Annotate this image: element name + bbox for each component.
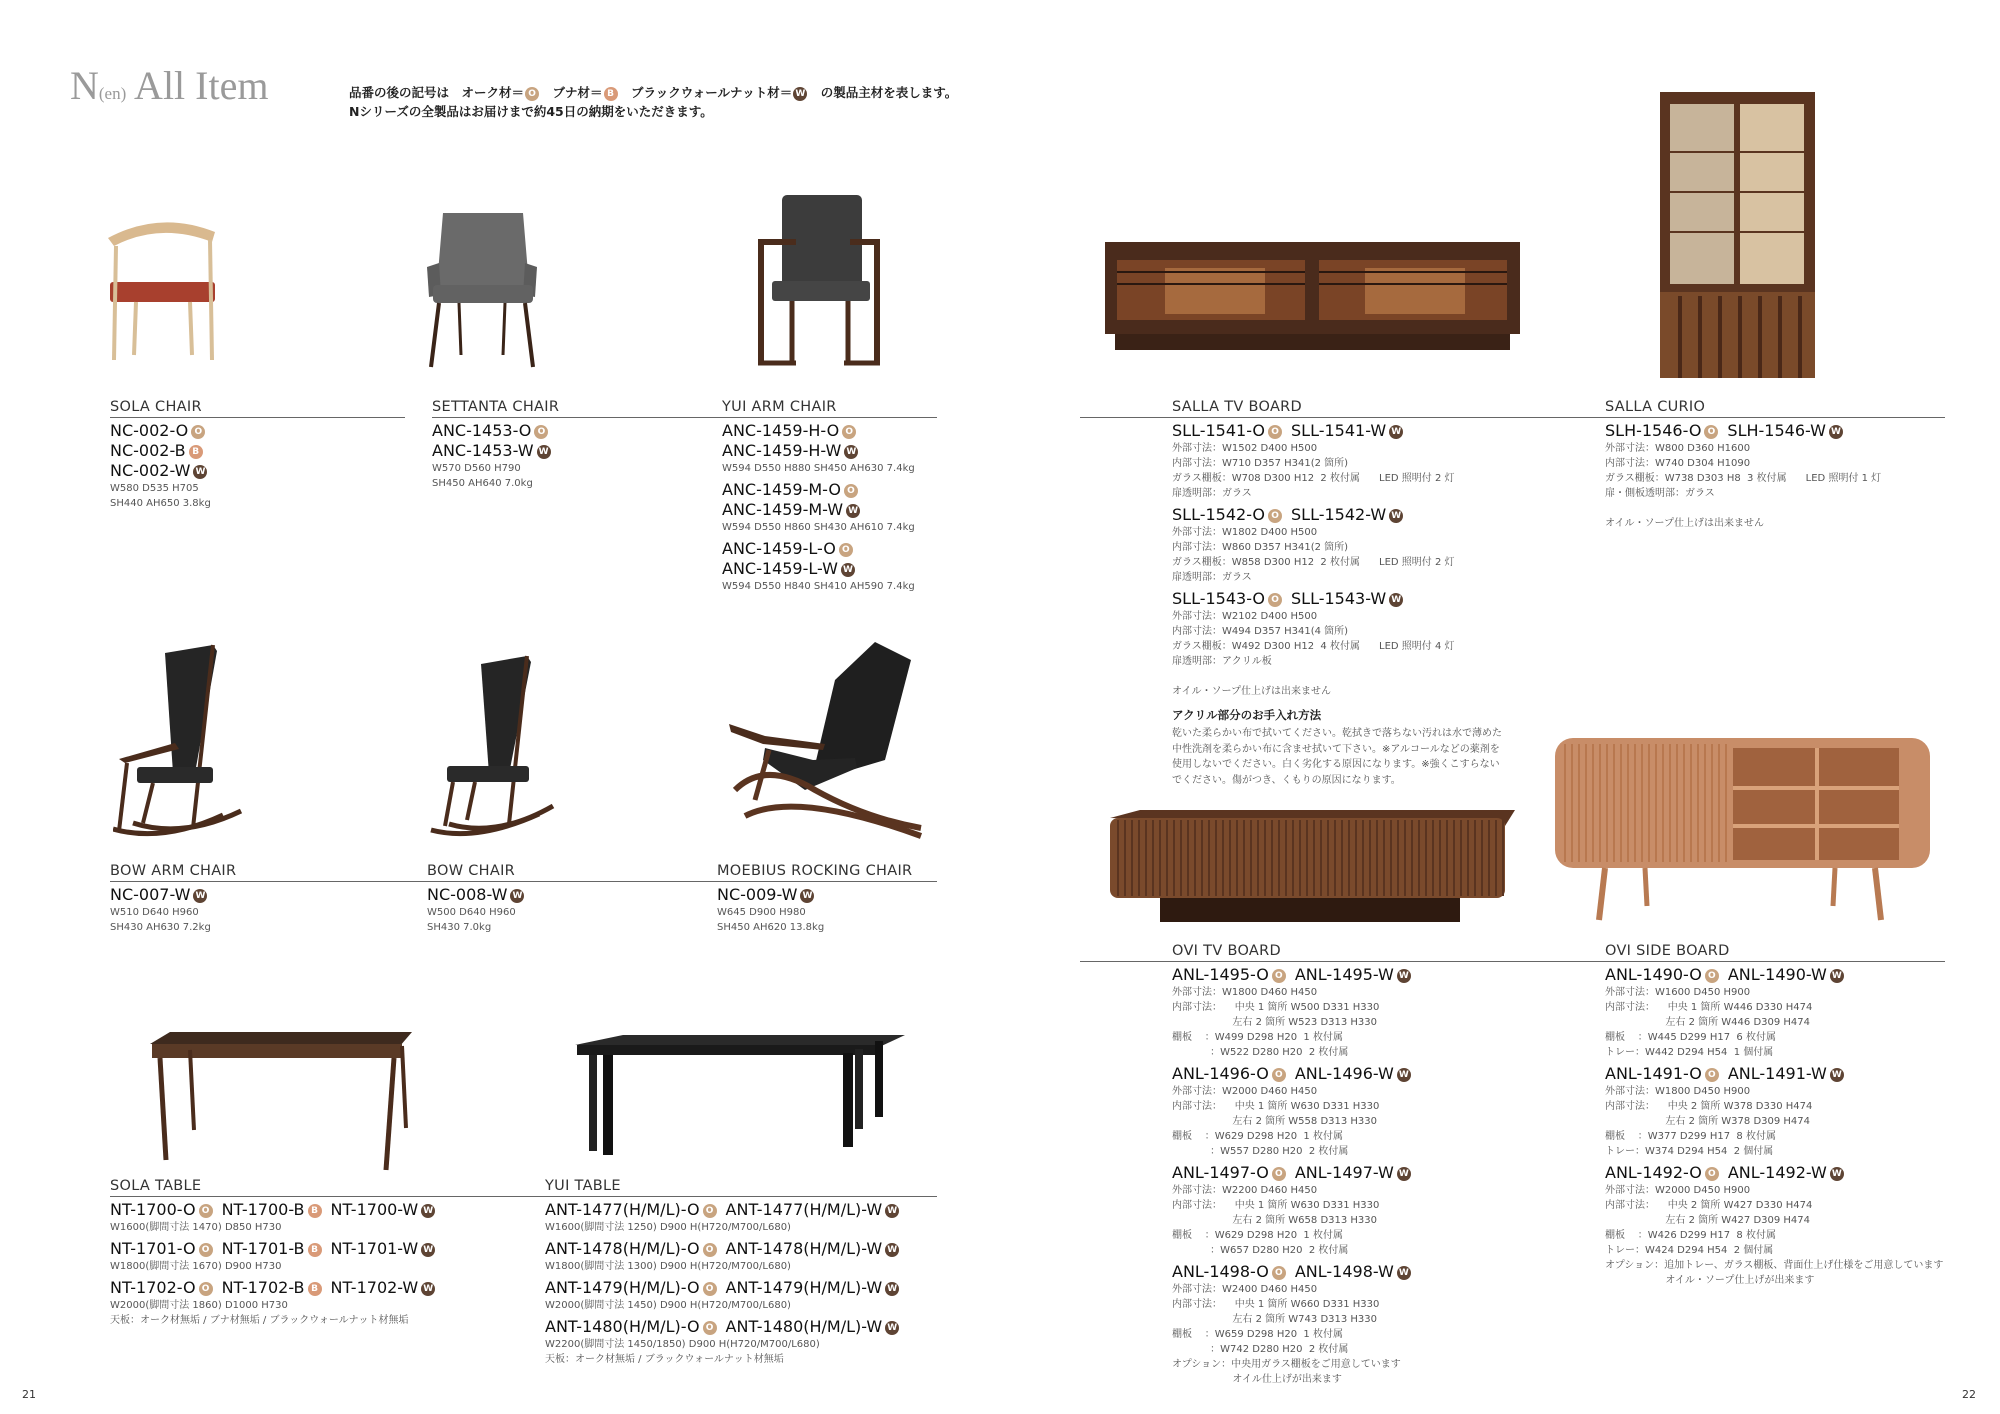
product-spec: W500 D640 H960 SH430 7.0kg <box>427 907 516 933</box>
product-code-line <box>722 500 937 520</box>
product-code: ANC-1453-W <box>432 441 534 460</box>
product-code: NC-002-O <box>110 421 189 440</box>
product-spec: 外部寸法：W1802 D400 H500 内部寸法：W860 D357 H341(2 箇所) ガラス棚板：W858 D300 H12 2 枚付属 LED 照明付 2 灯 扉透明部：ガラス <box>1172 527 1455 583</box>
product-code-line <box>110 885 427 905</box>
material-badge-icon: O <box>703 1243 717 1257</box>
product-code-line <box>717 885 937 905</box>
product-code: NT-1701-B <box>221 1239 305 1258</box>
product-spec: W570 D560 H790 SH450 AH640 7.0kg <box>432 463 533 489</box>
product-code-line <box>110 441 405 461</box>
product-code-line <box>1172 1262 1605 1282</box>
product-code: ANT-1479(H/M/L)-O <box>545 1278 700 1297</box>
product-code: ANL-1497-W <box>1294 1163 1394 1182</box>
product-code: SLL-1543-O <box>1172 589 1266 608</box>
page-number-right: 22 <box>1962 1388 1976 1401</box>
material-badge-icon: B <box>308 1204 322 1218</box>
product-code-line <box>110 421 405 441</box>
oak-badge-icon: O <box>525 87 539 101</box>
product-name: OVI SIDE BOARD <box>1605 943 1730 959</box>
material-badge-icon: O <box>534 425 548 439</box>
sola-chair-photo <box>100 210 230 365</box>
material-badge-icon: W <box>885 1282 899 1296</box>
product-spec: W2000(脚間寸法 1860) D1000 H730 天板：オーク材無垢 / ブナ材無垢 / ブラックウォールナット材無垢 <box>110 1300 409 1326</box>
product-code: SLL-1542-W <box>1291 505 1387 524</box>
product-divider <box>432 417 722 418</box>
product-code: ANT-1480(H/M/L)-W <box>725 1317 883 1336</box>
product-code-line <box>545 1317 937 1337</box>
product-sola-chair <box>110 399 405 511</box>
page-title: N(en) All Item <box>70 63 269 108</box>
product-spec: 外部寸法：W2000 D450 H900 内部寸法： 中央 2 箇所 W427 D330 H474 左右 2 箇所 W427 D309 H474 棚板 ：W426 D299 H17 8 枚付属 トレー：W424 D294 H54 2 個付属 オプション：追加トレー、ガラス棚板、背面仕上げ仕様をご用意しています オイル・ソープ仕上げが出来ます <box>1605 1185 1944 1286</box>
product-code: ANT-1478(H/M/L)-W <box>725 1239 883 1258</box>
product-code-line <box>545 1239 937 1259</box>
product-spec: W594 D550 H840 SH410 AH590 7.4kg <box>722 581 915 592</box>
product-code: ANL-1492-W <box>1727 1163 1827 1182</box>
product-code: SLH-1546-W <box>1727 421 1826 440</box>
material-badge-icon: W <box>841 563 855 577</box>
material-badge-icon: O <box>1704 425 1718 439</box>
material-badge-icon: W <box>844 445 858 459</box>
product-name: SOLA TABLE <box>110 1178 202 1194</box>
product-code-line <box>432 441 722 461</box>
product-spec: 外部寸法：W2102 D400 H500 内部寸法：W494 D357 H341(4 箇所) ガラス棚板：W492 D300 H12 4 枚付属 LED 照明付 4 灯 扉透明部：アクリル板 オイル・ソープ仕上げは出来ません <box>1172 611 1455 697</box>
product-code: ANT-1477(H/M/L)-W <box>725 1200 883 1219</box>
product-code: ANL-1496-W <box>1294 1064 1394 1083</box>
material-badge-icon: O <box>199 1204 213 1218</box>
yui-arm-chair-photo <box>752 193 884 371</box>
product-divider <box>545 1196 937 1197</box>
product-code: NT-1700-W <box>330 1200 419 1219</box>
salla-tv-board-photo <box>1105 242 1520 352</box>
material-badge-icon: O <box>839 543 853 557</box>
product-yui-table <box>545 1178 937 1367</box>
product-divider <box>110 417 405 418</box>
product-code-line <box>1605 965 1945 985</box>
product-code: ANL-1496-O <box>1172 1064 1269 1083</box>
product-code-line <box>722 559 937 579</box>
product-spec: W1600(脚間寸法 1250) D900 H(H720/M700/L680) <box>545 1222 791 1233</box>
material-badge-icon: O <box>844 484 858 498</box>
product-divider <box>1605 417 1945 418</box>
product-ovi-tv-board <box>1080 943 1605 1387</box>
product-name: SALLA CURIO <box>1605 399 1706 415</box>
product-name: SETTANTA CHAIR <box>432 399 560 415</box>
material-badge-icon: W <box>1830 1167 1844 1181</box>
material-badge-icon: O <box>842 425 856 439</box>
product-code-line <box>1172 1163 1605 1183</box>
material-badge-icon: O <box>1705 1167 1719 1181</box>
material-badge-icon: O <box>1268 425 1282 439</box>
product-code-line <box>1605 1064 1945 1084</box>
product-code-line <box>722 480 937 500</box>
material-badge-icon: W <box>193 465 207 479</box>
product-code: NC-008-W <box>427 885 508 904</box>
product-spec: 外部寸法：W2000 D460 H450 内部寸法： 中央 1 箇所 W630 D331 H330 左右 2 箇所 W558 D313 H330 棚板 ：W629 D298 H20 1 枚付属 ：W557 D280 H20 2 枚付属 <box>1172 1086 1380 1157</box>
product-code: NC-009-W <box>717 885 798 904</box>
product-code: NT-1702-B <box>221 1278 305 1297</box>
product-code-line <box>432 421 722 441</box>
product-spec: 外部寸法：W800 D360 H1600 内部寸法：W740 D304 H1090 ガラス棚板：W738 D303 H8 3 枚付属 LED 照明付 1 灯 扉・側板透明部：ガラス オイル・ソープ仕上げは出来ません <box>1605 443 1882 529</box>
material-badge-icon: B <box>308 1282 322 1296</box>
product-code-line <box>1605 1163 1945 1183</box>
material-badge-icon: O <box>199 1243 213 1257</box>
material-badge-icon: O <box>1272 1167 1286 1181</box>
material-badge-icon: O <box>1272 969 1286 983</box>
product-code: ANC-1459-M-W <box>722 500 844 519</box>
material-badge-icon: W <box>1397 1068 1411 1082</box>
product-divider <box>1605 961 1945 962</box>
settanta-chair-photo <box>425 205 540 370</box>
material-badge-icon: W <box>800 889 814 903</box>
product-divider <box>1080 417 1605 418</box>
product-name: BOW ARM CHAIR <box>110 863 237 879</box>
product-code: SLL-1542-O <box>1172 505 1266 524</box>
page-number-left: 21 <box>22 1388 36 1401</box>
material-badge-icon: O <box>1272 1068 1286 1082</box>
material-badge-icon: O <box>1705 1068 1719 1082</box>
product-name: OVI TV BOARD <box>1172 943 1281 959</box>
product-code-line <box>1172 965 1605 985</box>
product-spec: 外部寸法：W1800 D460 H450 内部寸法： 中央 1 箇所 W500 D331 H330 左右 2 箇所 W523 D313 H330 棚板 ：W499 D298 H20 1 枚付属 ：W522 D280 H20 2 枚付属 <box>1172 987 1380 1058</box>
product-divider <box>1080 961 1605 962</box>
product-code: ANL-1498-O <box>1172 1262 1269 1281</box>
product-spec: 外部寸法：W1800 D450 H900 内部寸法： 中央 2 箇所 W378 D330 H474 左右 2 箇所 W378 D309 H474 棚板 ：W377 D299 H17 8 枚付属 トレー：W374 D294 H54 2 個付属 <box>1605 1086 1813 1157</box>
salla-curio-photo <box>1660 92 1815 382</box>
material-badge-icon: W <box>885 1243 899 1257</box>
product-code-line <box>545 1278 937 1298</box>
product-code: NT-1700-B <box>221 1200 305 1219</box>
product-spec: W580 D535 H705 SH440 AH650 3.8kg <box>110 483 211 509</box>
material-badge-icon: W <box>1830 1068 1844 1082</box>
ovi-tv-board-photo <box>1110 810 1515 925</box>
product-spec: W2000(脚間寸法 1450) D900 H(H720/M700/L680) <box>545 1300 791 1311</box>
product-bow-chair <box>427 863 717 935</box>
product-divider <box>427 881 717 882</box>
product-code: ANC-1459-L-O <box>722 539 836 558</box>
product-bow-arm-chair <box>110 863 427 935</box>
bow-arm-chair-photo <box>113 643 245 843</box>
product-name: YUI ARM CHAIR <box>722 399 837 415</box>
product-code: ANT-1478(H/M/L)-O <box>545 1239 700 1258</box>
product-divider <box>110 881 427 882</box>
walnut-badge-icon: W <box>793 87 807 101</box>
product-settanta-chair <box>432 399 722 491</box>
beech-badge-icon: B <box>604 87 618 101</box>
product-code: ANL-1497-O <box>1172 1163 1269 1182</box>
product-salla-curio <box>1605 399 1945 531</box>
material-badge-icon: O <box>703 1282 717 1296</box>
product-code: NT-1702-W <box>330 1278 419 1297</box>
product-spec: W1800(脚間寸法 1300) D900 H(H720/M700/L680) <box>545 1261 791 1272</box>
product-spec: W594 D550 H880 SH450 AH630 7.4kg <box>722 463 915 474</box>
material-badge-icon: O <box>1268 509 1282 523</box>
product-code-line <box>1172 589 1605 609</box>
product-code-line <box>427 885 717 905</box>
product-spec: 外部寸法：W2400 D460 H450 内部寸法： 中央 1 箇所 W660 D331 H330 左右 2 箇所 W743 D313 H330 棚板 ：W659 D298 H20 1 枚付属 ：W742 D280 H20 2 枚付属 オプション：中央用ガラス棚板をご用意しています オイル仕上げが出来ます <box>1172 1284 1401 1385</box>
product-code: ANC-1459-H-O <box>722 421 840 440</box>
product-code: ANL-1491-W <box>1727 1064 1827 1083</box>
material-badge-icon: W <box>1830 969 1844 983</box>
material-badge-icon: W <box>193 889 207 903</box>
product-code-line <box>1172 1064 1605 1084</box>
material-badge-icon: W <box>1397 1167 1411 1181</box>
product-code: ANL-1495-W <box>1294 965 1394 984</box>
product-name: SALLA TV BOARD <box>1172 399 1303 415</box>
sola-table-photo <box>150 1032 412 1175</box>
product-code: ANL-1490-O <box>1605 965 1702 984</box>
yui-table-photo <box>575 1035 905 1158</box>
product-code-line <box>110 461 405 481</box>
product-code: NC-007-W <box>110 885 191 904</box>
product-code: SLH-1546-O <box>1605 421 1702 440</box>
product-spec: 外部寸法：W1502 D400 H500 内部寸法：W710 D357 H341(2 箇所) ガラス棚板：W708 D300 H12 2 枚付属 LED 照明付 2 灯 扉透明部：ガラス <box>1172 443 1455 499</box>
moebius-rocking-chair-photo <box>725 640 925 845</box>
product-spec: W1800(脚間寸法 1670) D900 H730 <box>110 1261 282 1272</box>
material-badge-icon: W <box>510 889 524 903</box>
product-code: ANC-1459-M-O <box>722 480 841 499</box>
material-badge-icon: W <box>421 1243 435 1257</box>
product-code: ANL-1495-O <box>1172 965 1269 984</box>
material-badge-icon: W <box>1389 425 1403 439</box>
product-spec: W1600(脚間寸法 1470) D850 H730 <box>110 1222 282 1233</box>
product-salla-tv-board <box>1080 399 1605 788</box>
material-badge-icon: B <box>308 1243 322 1257</box>
care-note-title: アクリル部分のお手入れ方法 <box>1172 708 1322 722</box>
product-code: ANC-1453-O <box>432 421 532 440</box>
product-code: ANL-1498-W <box>1294 1262 1394 1281</box>
product-code-line <box>1605 421 1945 441</box>
product-code: ANL-1491-O <box>1605 1064 1702 1083</box>
product-name: SOLA CHAIR <box>110 399 202 415</box>
material-badge-icon: W <box>885 1204 899 1218</box>
product-code-line <box>1172 505 1605 525</box>
product-code-line <box>1172 421 1605 441</box>
material-legend: 品番の後の記号は オーク材＝ O ブナ材＝ B ブラックウォールナット材＝ W の製品主材を表します。 Nシリーズの全製品はお届けまで約45日の納期をいただきます。 <box>349 85 958 119</box>
material-badge-icon: O <box>1268 593 1282 607</box>
material-badge-icon: W <box>421 1204 435 1218</box>
product-code: ANT-1477(H/M/L)-O <box>545 1200 700 1219</box>
product-code: NT-1700-O <box>110 1200 196 1219</box>
product-code: ANT-1479(H/M/L)-W <box>725 1278 883 1297</box>
product-code: NT-1702-O <box>110 1278 196 1297</box>
product-code: NC-002-W <box>110 461 191 480</box>
product-code: NT-1701-W <box>330 1239 419 1258</box>
ovi-side-board-photo <box>1555 738 1930 923</box>
product-code-line <box>722 441 937 461</box>
material-badge-icon: W <box>537 445 551 459</box>
product-code: NC-002-B <box>110 441 186 460</box>
product-divider <box>722 417 937 418</box>
product-code-line <box>110 1239 545 1259</box>
product-moebius-rocking-chair <box>717 863 937 935</box>
product-code: SLL-1541-O <box>1172 421 1266 440</box>
material-badge-icon: O <box>703 1204 717 1218</box>
material-badge-icon: O <box>191 425 205 439</box>
care-note-body: 乾いた柔らかい布で拭いてください。乾拭きで落ちない汚れは水で薄めた 中性洗剤を柔らかい布に含ませ拭いて下さい。※アルコールなどの薬剤を 使用しないでください。白く劣化する原因になります。※強くこすらない でください。傷がつき、くもりの原因になります。 <box>1172 728 1502 786</box>
product-code-line <box>722 539 937 559</box>
product-code-line <box>110 1278 545 1298</box>
product-spec: 外部寸法：W1600 D450 H900 内部寸法： 中央 1 箇所 W446 D330 H474 左右 2 箇所 W446 D309 H474 棚板 ：W445 D299 H17 6 枚付属 トレー：W442 D294 H54 1 個付属 <box>1605 987 1813 1058</box>
product-code: NT-1701-O <box>110 1239 196 1258</box>
product-spec: W2200(脚間寸法 1450/1850) D900 H(H720/M700/L680) 天板：オーク材無垢 / ブラックウォールナット材無垢 <box>545 1339 820 1365</box>
product-name: YUI TABLE <box>545 1178 621 1194</box>
material-badge-icon: W <box>1829 425 1843 439</box>
material-badge-icon: W <box>885 1321 899 1335</box>
material-badge-icon: O <box>199 1282 213 1296</box>
product-spec: 外部寸法：W2200 D460 H450 内部寸法： 中央 1 箇所 W630 D331 H330 左右 2 箇所 W658 D313 H330 棚板 ：W629 D298 H20 1 枚付属 ：W657 D280 H20 2 枚付属 <box>1172 1185 1380 1256</box>
material-badge-icon: B <box>189 445 203 459</box>
product-spec: W645 D900 H980 SH450 AH620 13.8kg <box>717 907 825 933</box>
product-name: MOEBIUS ROCKING CHAIR <box>717 863 913 879</box>
product-code: ANL-1490-W <box>1727 965 1827 984</box>
product-name: BOW CHAIR <box>427 863 516 879</box>
bow-chair-photo <box>427 654 557 844</box>
material-badge-icon: O <box>1272 1266 1286 1280</box>
product-code-line <box>110 1200 545 1220</box>
material-badge-icon: O <box>1705 969 1719 983</box>
material-badge-icon: W <box>1397 969 1411 983</box>
product-code-line <box>722 421 937 441</box>
material-badge-icon: W <box>1389 509 1403 523</box>
product-ovi-side-board <box>1605 943 1945 1288</box>
material-badge-icon: O <box>703 1321 717 1335</box>
product-divider <box>717 881 937 882</box>
product-code: ANL-1492-O <box>1605 1163 1702 1182</box>
product-spec: W594 D550 H860 SH430 AH610 7.4kg <box>722 522 915 533</box>
product-spec: W510 D640 H960 SH430 AH630 7.2kg <box>110 907 211 933</box>
product-code-line <box>545 1200 937 1220</box>
product-code: ANC-1459-L-W <box>722 559 838 578</box>
material-badge-icon: W <box>846 504 860 518</box>
product-code: SLL-1543-W <box>1291 589 1387 608</box>
product-yui-arm-chair <box>722 399 937 594</box>
product-divider <box>110 1196 545 1197</box>
product-code: SLL-1541-W <box>1291 421 1387 440</box>
product-code: ANC-1459-H-W <box>722 441 842 460</box>
material-badge-icon: W <box>1389 593 1403 607</box>
product-sola-table <box>110 1178 545 1328</box>
product-code: ANT-1480(H/M/L)-O <box>545 1317 700 1336</box>
material-badge-icon: W <box>1397 1266 1411 1280</box>
material-badge-icon: W <box>421 1282 435 1296</box>
